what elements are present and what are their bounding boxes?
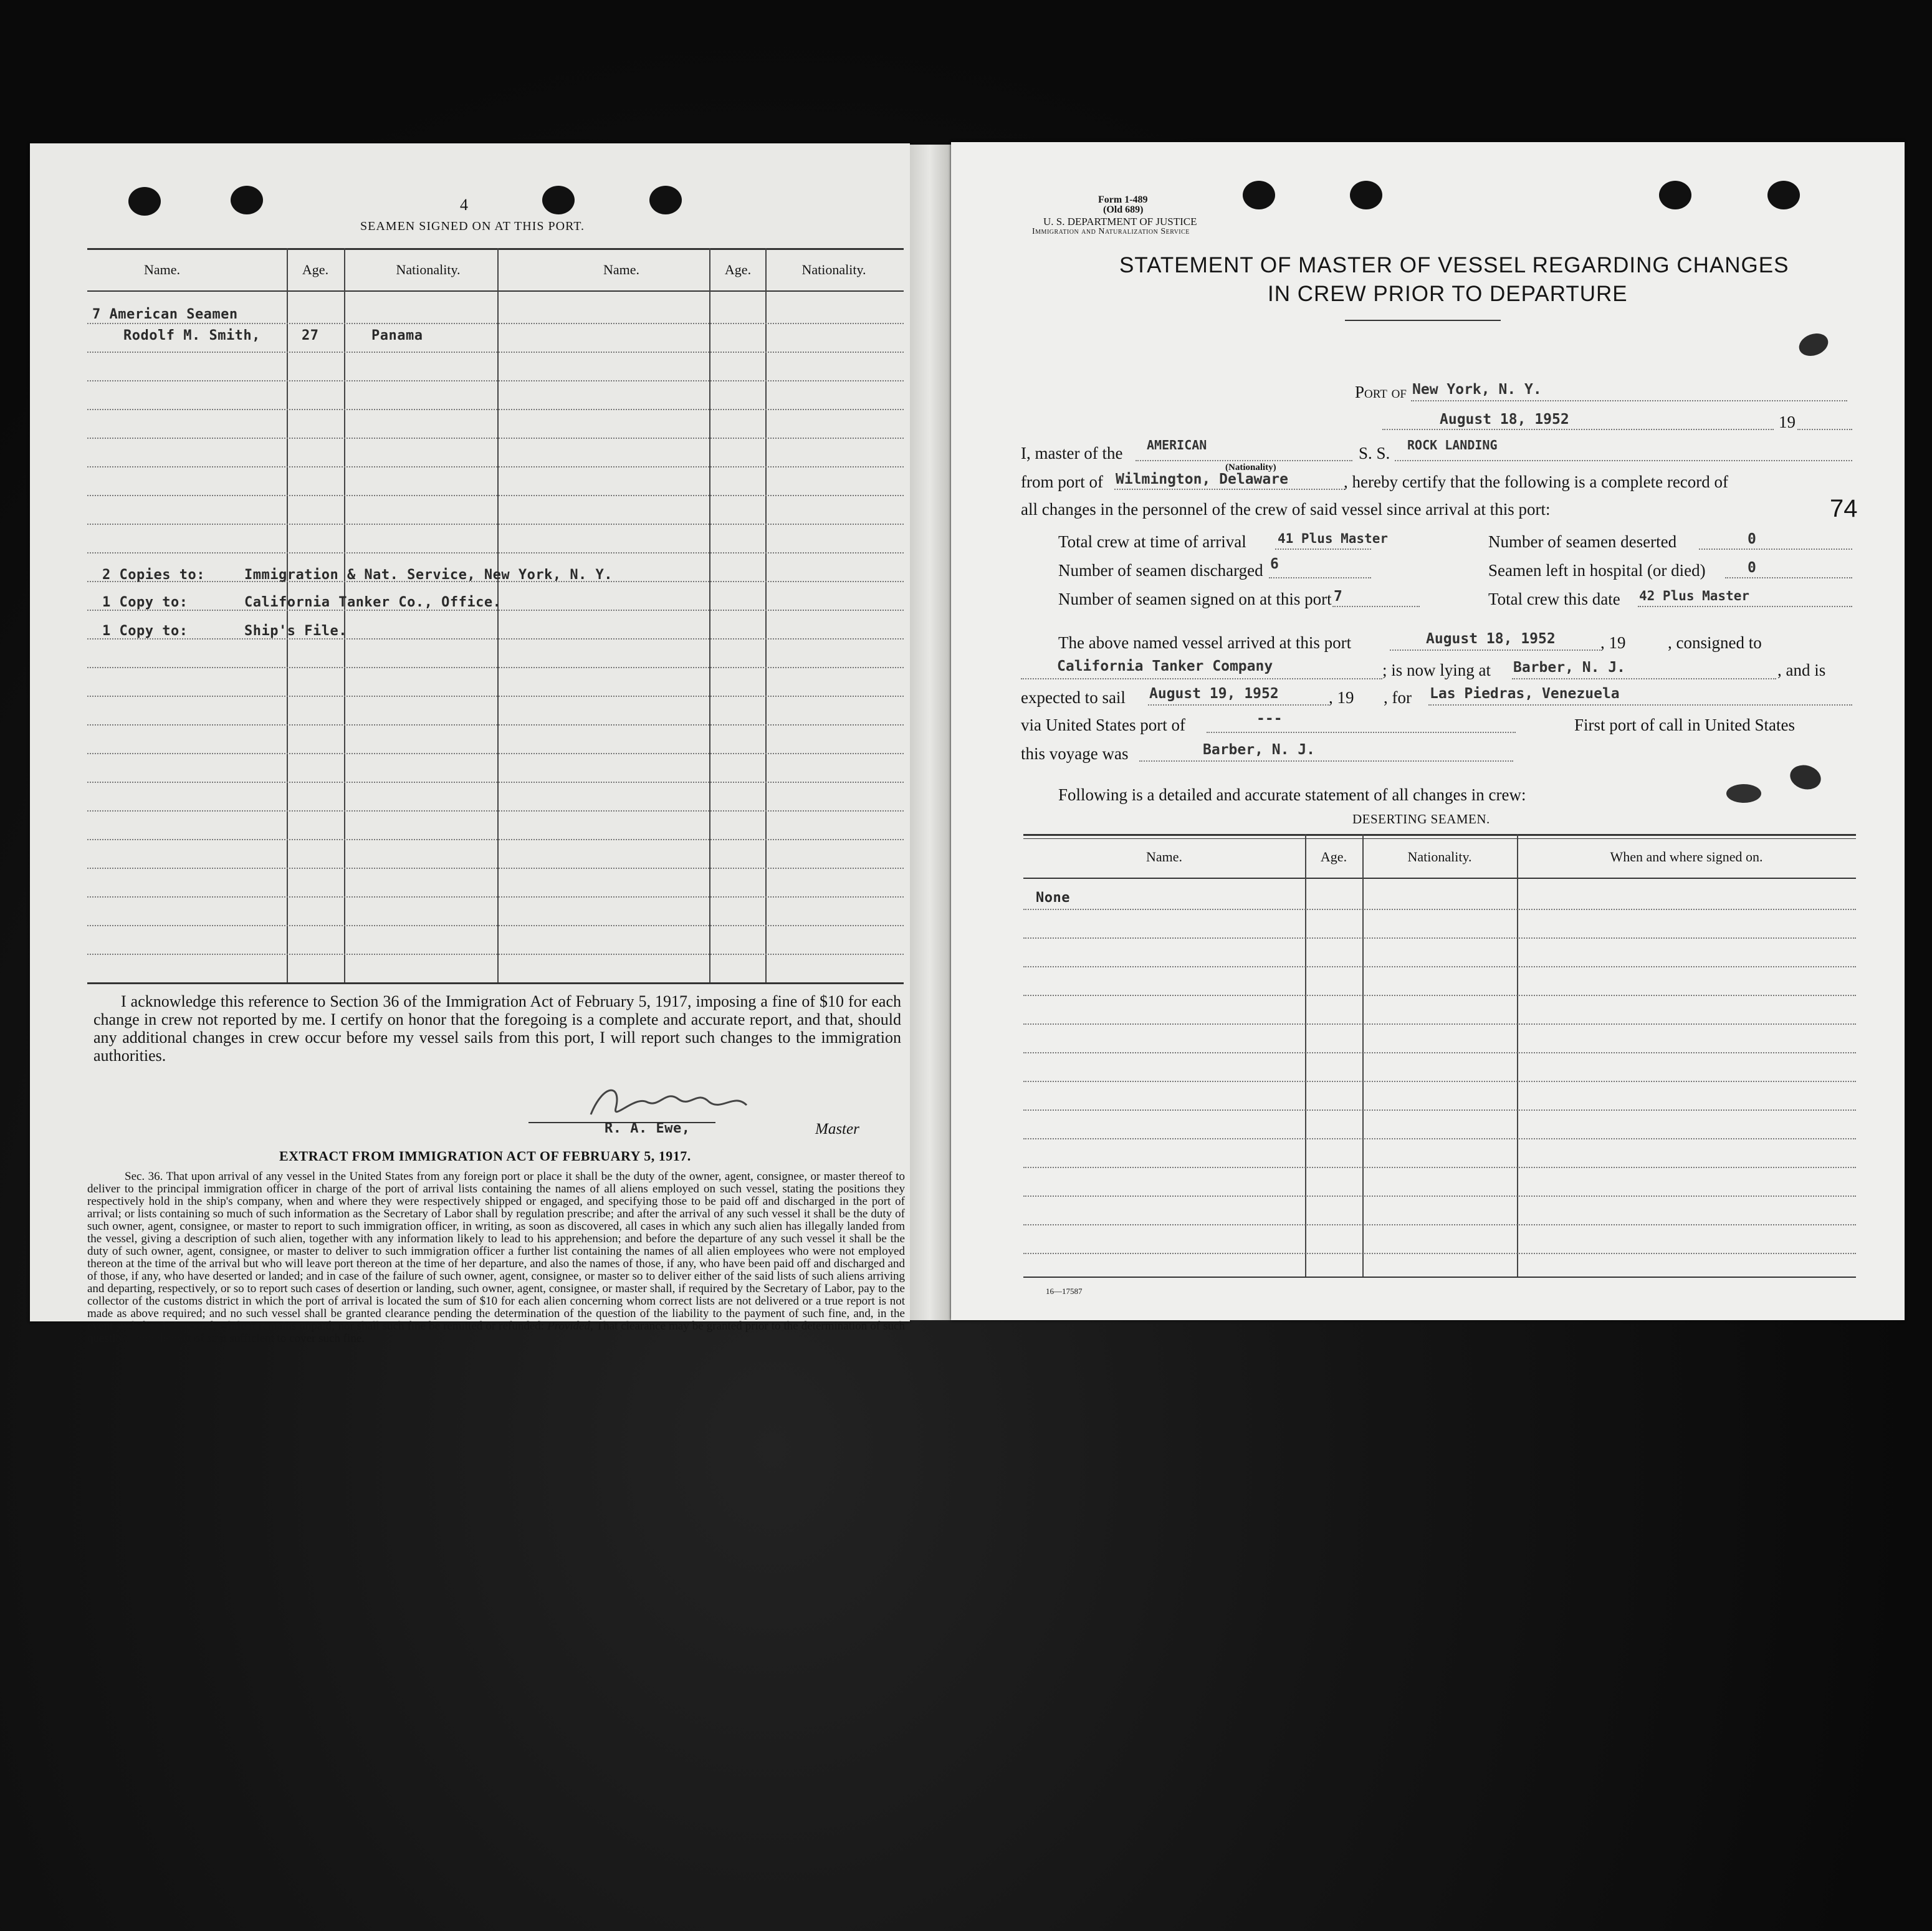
first-port-label: First port of call in United States bbox=[1574, 716, 1795, 734]
copy-label: 2 Copies to: bbox=[102, 567, 205, 583]
copy-label: 1 Copy to: bbox=[102, 595, 188, 610]
ink-blot bbox=[1796, 330, 1832, 360]
extract-body: That upon arrival of any vessel in the United States from any foreign port or place it shall be the duty of the owner, agent, consignee, or master thereof to deliver to the principal immigration officer in charge of the port of arrival lists containing the names of all aliens employed on such vessel, stating the positions they respectively hold in the ship's company, when and where they were respectively shipped or engaged, and specifying those to be paid off and discharged in the port of arrival; or lists containing so much of such information as the Secretary of Labor shall by regulation prescribe; and after the arrival of any such vessel it shall be the duty of such owner, agent, consignee, or master to report to such immigration officer, in writing, as soon as discovered, all cases in which any such alien has illegally landed from the vessel, giving a description of such alien, together with any information likely to lead to his apprehension; and before the departure of any such vessel it shall be the duty of such owner, agent, consignee, or master to deliver to such immigration officer a further list containing the names of all alien employees who were not employed thereon at the time of the arrival but who will leave port thereon at the time of her departure, and also the names of those, if any, who have been paid off and discharged and of those, if any, who have deserted or landed; and in case of the failure of such owner, agent, consignee, or master so to deliver either of the said lists of such aliens arriving and departing, respectively, or so to report such cases of desertion or landing, such owner, agent, consignee, or master shall, if required by the Secretary of Labor, pay to the collector of the customs district in which the port of arrival is located the sum of $10 for each alien concerning whom correct lists are not delivered or a true report is not made as above required; and no such vessel shall be granted clearance pending the determination of the question of the liability to the payment of such fine, and, in the event such fine is imposed, while it remains unpaid; nor shall such fine be remitted or refunded: bbox=[87, 1170, 905, 1333]
lying-label: ; is now lying at bbox=[1382, 661, 1491, 679]
col-header-age: Age. bbox=[302, 262, 329, 277]
certify-text-2: all changes in the personnel of the crew of said vessel since arrival at this port: bbox=[1021, 500, 1551, 519]
deserting-table-top-rule-2 bbox=[1023, 838, 1856, 839]
des-col-divider bbox=[1362, 834, 1364, 1277]
consignee-line bbox=[1021, 678, 1382, 679]
expected-label: expected to sail bbox=[1021, 688, 1126, 707]
copy-recipient: California Tanker Co., Office. bbox=[244, 595, 502, 610]
arrived-value: August 18, 1952 bbox=[1426, 631, 1556, 647]
col-divider bbox=[709, 248, 710, 984]
punch-hole bbox=[1659, 181, 1691, 209]
nationality-caption: (Nationality) bbox=[1225, 462, 1276, 472]
punch-hole bbox=[649, 186, 682, 214]
via-line bbox=[1207, 732, 1516, 733]
table-row-name: Rodolf M. Smith, bbox=[123, 328, 261, 343]
table-row-nationality: Panama bbox=[371, 328, 423, 343]
form-old-number: (Old 689) bbox=[1103, 204, 1144, 215]
for-label: , for bbox=[1384, 688, 1412, 707]
deserted-label: Number of seamen deserted bbox=[1488, 532, 1677, 551]
copy-recipient: Immigration & Nat. Service, New York, N. Y. bbox=[244, 567, 613, 583]
deserting-table-top-rule bbox=[1023, 834, 1856, 836]
title-rule bbox=[1345, 320, 1501, 321]
form-title-line2: IN CREW PRIOR TO DEPARTURE bbox=[1268, 282, 1628, 306]
total-crew-date-label: Total crew this date bbox=[1488, 590, 1620, 608]
consigned-label: , consigned to bbox=[1668, 633, 1762, 652]
sail-value: August 19, 1952 bbox=[1149, 686, 1279, 702]
sail-line bbox=[1148, 704, 1329, 706]
from-port-line bbox=[1114, 489, 1345, 490]
punch-hole bbox=[231, 186, 263, 214]
table-row: 7 American Seamen bbox=[92, 307, 238, 322]
year-label: 19 bbox=[1779, 413, 1796, 431]
punch-hole bbox=[542, 186, 575, 214]
ship-name-line bbox=[1395, 460, 1852, 461]
col-divider bbox=[765, 248, 767, 984]
punch-hole bbox=[1350, 181, 1382, 209]
extract-text bbox=[87, 1171, 905, 1345]
punch-hole bbox=[128, 187, 161, 216]
destination-line bbox=[1428, 704, 1852, 706]
signed-on-label: Number of seamen signed on at this port bbox=[1058, 590, 1332, 608]
port-value: New York, N. Y. bbox=[1412, 381, 1542, 398]
nationality-value: AMERICAN bbox=[1147, 438, 1207, 453]
des-col-header-name: Name. bbox=[1145, 849, 1183, 865]
lying-line bbox=[1512, 678, 1776, 679]
date-value: August 18, 1952 bbox=[1440, 411, 1569, 428]
col-divider bbox=[287, 248, 288, 984]
copy-label: 1 Copy to: bbox=[102, 623, 188, 639]
and-is-label: , and is bbox=[1777, 661, 1826, 679]
date-line bbox=[1382, 429, 1774, 430]
discharged-value: 6 bbox=[1270, 556, 1279, 572]
total-crew-arrival-label: Total crew at time of arrival bbox=[1058, 532, 1246, 551]
acknowledgment-text: I acknowledge this reference to Section 36 of the Immigration Act of February 5, 1917, imposing a fine of $10 for each change in crew not reported by me. I certify on honor that the foregoing is a complete and accurate report, and that, should any additional changes in crew occur before my vessel sails from this port, I will report such changes to the immigration authorities. bbox=[93, 992, 901, 1065]
col-header-nationality-2: Nationality. bbox=[801, 262, 866, 277]
col-header-name: Name. bbox=[143, 262, 181, 277]
table-row-age: 27 bbox=[302, 328, 319, 343]
des-header-rule bbox=[1023, 878, 1856, 879]
service: Immigration and Naturalization Service bbox=[1032, 227, 1190, 236]
table-top-rule bbox=[87, 248, 904, 250]
col-divider bbox=[497, 248, 499, 984]
des-col-header-age: Age. bbox=[1320, 849, 1347, 865]
ink-blot bbox=[1726, 784, 1761, 803]
book-gutter bbox=[910, 145, 954, 1320]
form-title-line1: STATEMENT OF MASTER OF VESSEL REGARDING CHANGES bbox=[1119, 253, 1789, 277]
des-col-header-nationality: Nationality. bbox=[1407, 849, 1472, 865]
extract-provided: Provided, bbox=[547, 1320, 593, 1333]
voyage-value: Barber, N. J. bbox=[1203, 742, 1316, 758]
des-col-divider bbox=[1517, 834, 1518, 1277]
col-header-age-2: Age. bbox=[724, 262, 752, 277]
from-port-value: Wilmington, Delaware bbox=[1116, 471, 1288, 487]
via-label: via United States port of bbox=[1021, 716, 1185, 734]
master-label: Master bbox=[815, 1121, 859, 1138]
col-header-nationality: Nationality. bbox=[396, 262, 461, 277]
extract-title: EXTRACT FROM IMMIGRATION ACT OF FEBRUARY 5, 1917. bbox=[279, 1148, 691, 1164]
stamp-number: 74 bbox=[1830, 495, 1858, 522]
left-page bbox=[30, 143, 910, 1345]
signed-on-value: 7 bbox=[1334, 588, 1342, 605]
total-crew-date-value: 42 Plus Master bbox=[1639, 588, 1750, 603]
punch-hole bbox=[1767, 181, 1800, 209]
section-title: SEAMEN SIGNED ON AT THIS PORT. bbox=[360, 219, 585, 233]
ss-label: S. S. bbox=[1359, 444, 1390, 462]
total-crew-arrival-line bbox=[1275, 549, 1371, 550]
master-of-label: I, master of the bbox=[1021, 444, 1123, 462]
from-port-label: from port of bbox=[1021, 472, 1103, 491]
extract-tail: That clearance may be granted prior to the determination of such question upon deposit of sum sufficient to cover such fine. bbox=[87, 1320, 905, 1345]
voyage-line bbox=[1139, 760, 1513, 762]
certify-text: , hereby certify that the following is a complete record of bbox=[1344, 472, 1729, 491]
hospital-line bbox=[1725, 577, 1852, 578]
des-col-divider bbox=[1305, 834, 1306, 1277]
arrived-label: The above named vessel arrived at this port bbox=[1058, 633, 1352, 652]
total-crew-date-line bbox=[1638, 606, 1852, 607]
des-col-header-signed-on: When and where signed on. bbox=[1610, 849, 1763, 865]
hospital-value: 0 bbox=[1748, 560, 1756, 576]
port-line bbox=[1411, 400, 1847, 401]
header-rule bbox=[87, 290, 904, 292]
total-crew-arrival-value: 41 Plus Master bbox=[1278, 531, 1389, 546]
year-line bbox=[1797, 429, 1852, 430]
extract-section: Sec. 36. bbox=[125, 1170, 163, 1183]
table-bottom-rule bbox=[87, 982, 904, 984]
following-text: Following is a detailed and accurate statement of all changes in crew: bbox=[1058, 785, 1526, 804]
ship-name: ROCK LANDING bbox=[1407, 438, 1498, 453]
deserted-line bbox=[1699, 549, 1852, 550]
col-header-name-2: Name. bbox=[603, 262, 640, 277]
discharged-label: Number of seamen discharged bbox=[1058, 561, 1263, 580]
arrived-line bbox=[1390, 649, 1600, 651]
deserting-row-name: None bbox=[1036, 890, 1070, 906]
nationality-line bbox=[1136, 460, 1352, 461]
ink-blot bbox=[1787, 762, 1824, 793]
arrived-year: , 19 bbox=[1600, 633, 1626, 652]
col-divider bbox=[344, 248, 345, 984]
punch-hole bbox=[1243, 181, 1275, 209]
master-signature bbox=[578, 1077, 765, 1124]
deserting-title: DESERTING SEAMEN. bbox=[1352, 812, 1490, 827]
form-number: Form 1-489 bbox=[1098, 194, 1148, 205]
deserted-value: 0 bbox=[1748, 531, 1756, 547]
destination-value: Las Piedras, Venezuela bbox=[1430, 686, 1620, 702]
master-name: R. A. Ewe, bbox=[605, 1121, 691, 1136]
signed-on-line bbox=[1332, 606, 1420, 607]
des-table-bottom-rule bbox=[1023, 1277, 1856, 1278]
page-number: 4 bbox=[460, 196, 468, 214]
port-label: Port of bbox=[1355, 383, 1407, 401]
discharged-line bbox=[1269, 577, 1371, 578]
sail-year: , 19 bbox=[1329, 688, 1354, 707]
via-value: --- bbox=[1256, 711, 1283, 727]
lying-value: Barber, N. J. bbox=[1513, 659, 1626, 676]
copy-recipient: Ship's File. bbox=[244, 623, 347, 639]
voyage-label: this voyage was bbox=[1021, 744, 1129, 763]
department: U. S. DEPARTMENT OF JUSTICE bbox=[1043, 216, 1197, 228]
consignee-value: California Tanker Company bbox=[1057, 658, 1273, 674]
print-code: 16—17587 bbox=[1046, 1287, 1083, 1296]
hospital-label: Seamen left in hospital (or died) bbox=[1488, 561, 1706, 580]
right-page bbox=[951, 142, 1905, 1320]
